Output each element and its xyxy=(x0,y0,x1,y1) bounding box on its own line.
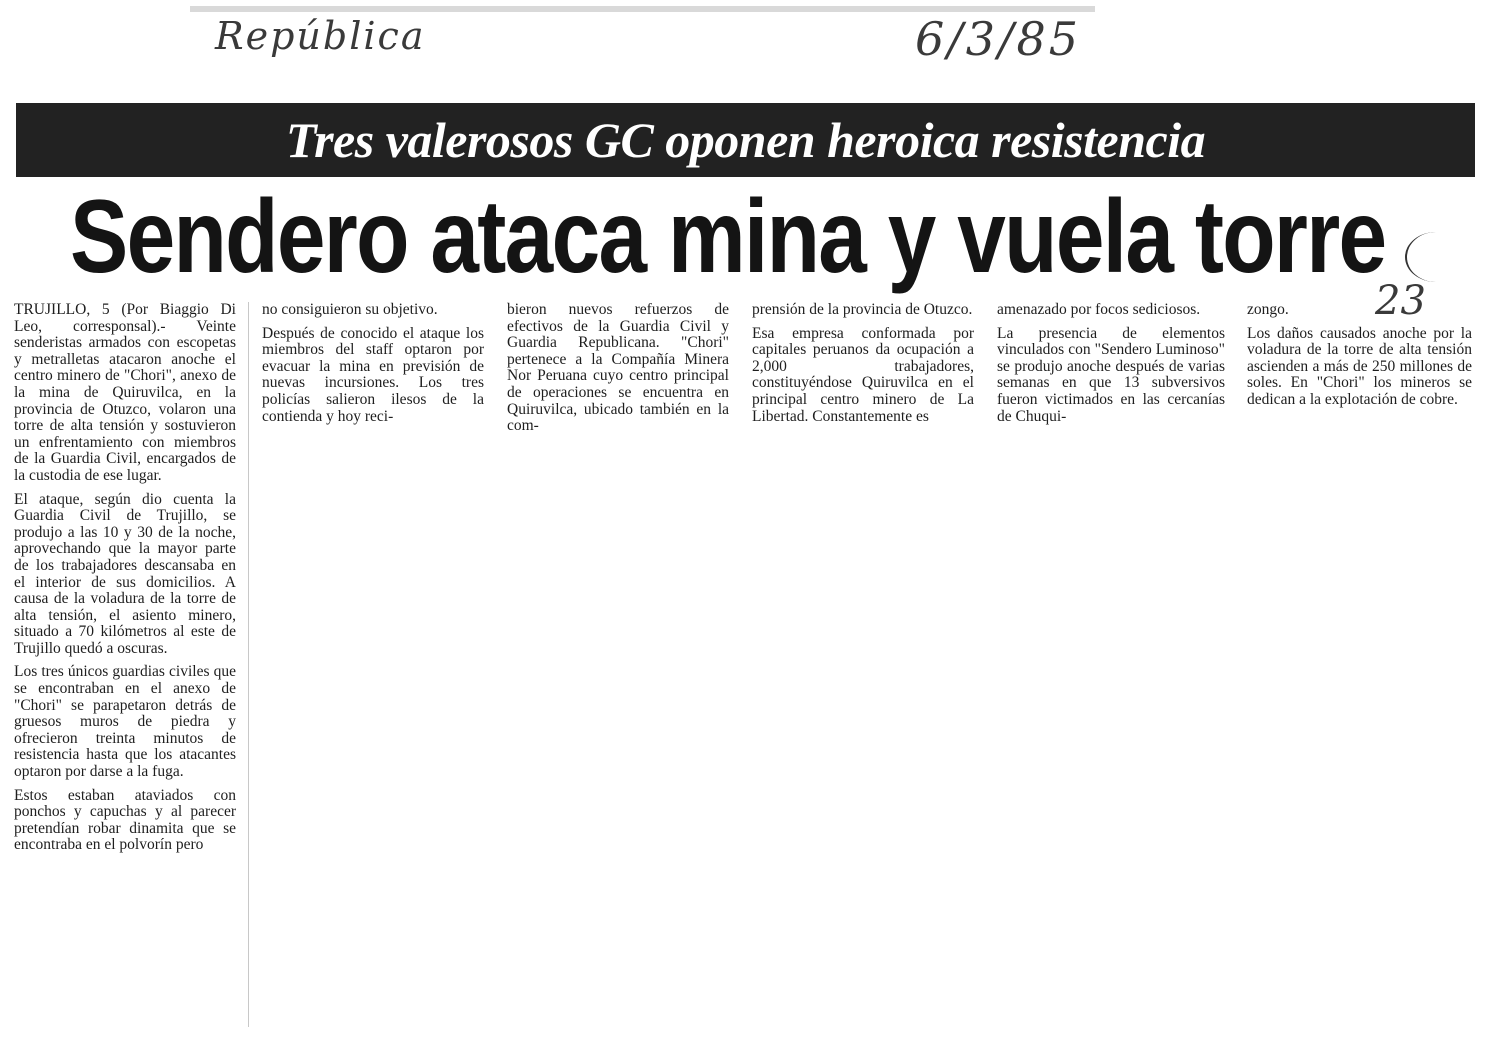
paragraph: Después de conocido el ataque los miembros del staff optaron por evacuar la mina en previsión de nuevas incursiones. Los tres policías salieron ilesos de la contienda y hoy reci- xyxy=(262,324,484,425)
paragraph: prensión de la provincia de Otuzco. xyxy=(752,301,973,318)
article-column-1 xyxy=(14,302,236,861)
paragraph: amenazado por focos sediciosos. xyxy=(997,301,1201,318)
paragraph: Los tres únicos guardias civiles que se encontraban en el anexo de "Chori" se parapetaron detrás de gruesos muros de piedra y ofrecieron treinta minutos de resistencia hasta que los atacantes optaron por darse a la fuga. xyxy=(14,663,236,781)
kicker-text: Tres valerosos GC oponen heroica resistencia xyxy=(285,112,1206,168)
paragraph: El ataque, según dio cuenta la Guardia Civil de Trujillo, se produjo a las 10 y 30 de la noche, aprovechando que la mayor parte de los trabajadores descansaba en el interior de sus domicilios. A causa de la voladura de la torre de alta tensión, el asiento minero, situado a 70 kilómetros al este de Trujillo quedó a oscuras. xyxy=(14,490,236,657)
handwritten-page-number: 23 xyxy=(1375,278,1426,324)
article-column-2 xyxy=(262,302,484,432)
handwritten-date: 6/3/85 xyxy=(915,12,1082,66)
paragraph: Estos estaban ataviados con ponchos y capuchas y al parecer pretendían robar dinamita que se encontraba en el polvorín pero xyxy=(14,786,236,854)
paragraph: Los daños causados anoche por la voladura de la torre de alta tensión ascienden a más de 250 millones de soles. En "Chori" los mineros se dedican a la explotación de cobre. xyxy=(1247,324,1472,408)
paragraph: La presencia de elementos vinculados con "Sendero Luminoso" se produjo anoche después de varias semanas en que 13 subversivos fueron victimados en las cercanías de Chuqui- xyxy=(997,324,1225,425)
article-column-3 xyxy=(507,302,729,442)
article-column-6 xyxy=(1247,302,1472,416)
pen-mark xyxy=(1405,232,1467,282)
headline: Sendero ataca mina y vuela torre xyxy=(70,179,1386,295)
paragraph: bieron nuevos refuerzos de efectivos de la Guardia Civil y Guardia Republicana. "Chori" pertenece a la Compañía Minera Nor Peruana cuyo centro principal de operaciones se encuentra en Quiruvilca, ubicado también en la com- xyxy=(507,301,729,435)
article-column-5 xyxy=(997,302,1225,432)
handwritten-publication: República xyxy=(215,14,426,58)
article-column-4 xyxy=(752,302,974,432)
paragraph: Esa empresa conformada por capitales peruanos da ocupación a 2,000 trabajadores, constituyéndose Quiruvilca en el principal centro minero de La Libertad. Constantemente es xyxy=(752,324,974,425)
kicker-banner xyxy=(16,103,1475,177)
paragraph: no consiguieron su objetivo. xyxy=(262,301,438,318)
column-rule xyxy=(248,302,249,1027)
paragraph: TRUJILLO, 5 (Por Biaggio Di Leo, corresponsal).- Veinte senderistas armados con escopetas y metralletas atacaron anoche el centro minero de "Chori", anexo de la mina de Quiruvilca, en la provincia de Otuzco, volaron una torre de alta tensión y sostuvieron un enfrentamiento con miembros de la Guardia Civil, encargados de la custodia de ese lugar. xyxy=(14,301,236,484)
paragraph: zongo. xyxy=(1247,301,1289,318)
